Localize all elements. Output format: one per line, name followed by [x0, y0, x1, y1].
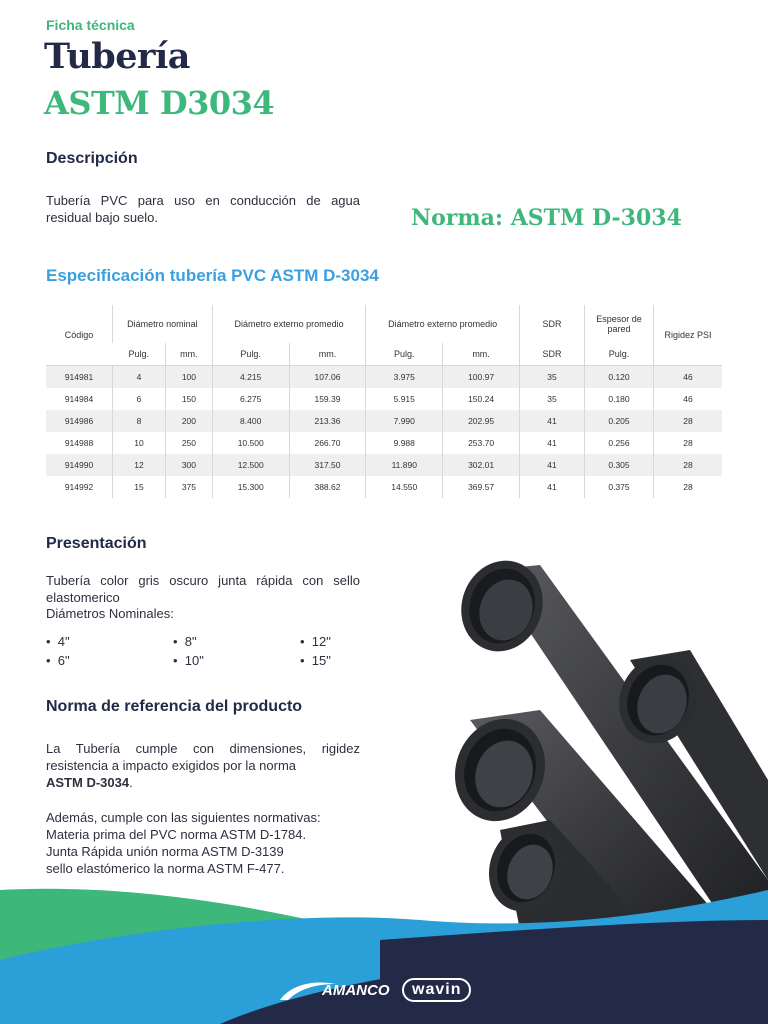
diametros-list	[46, 634, 366, 674]
col-sdr: SDR	[520, 305, 585, 343]
table-cell: 28	[654, 454, 723, 476]
footer-logos	[278, 976, 498, 1006]
page-subtitle: ASTM D3034	[44, 84, 275, 122]
kicker: Ficha técnica	[46, 17, 135, 33]
col-diametro-nominal: Diámetro nominal	[113, 305, 213, 343]
table-cell: 100	[166, 366, 213, 389]
table-cell: 12	[113, 454, 166, 476]
table-cell: 15.300	[212, 476, 289, 498]
col-rigidez: Rigidez PSI	[654, 305, 723, 366]
table-cell: 0.180	[585, 388, 654, 410]
table-cell: 202.95	[443, 410, 520, 432]
table-cell: 914984	[64, 394, 94, 404]
table-cell: 41	[520, 410, 585, 432]
table-cell: 253.70	[443, 432, 520, 454]
table-cell: 213.36	[289, 410, 366, 432]
table-cell: 100.97	[443, 366, 520, 389]
col-diametro-externo-2: Diámetro externo promedio	[366, 305, 520, 343]
table-cell: 914986	[46, 410, 113, 432]
table-cell: 35	[520, 366, 585, 389]
table-cell: 375	[166, 476, 213, 498]
wavin-logo: wavin	[402, 978, 471, 1002]
table-cell: 0.305	[585, 454, 654, 476]
table-row	[46, 388, 722, 410]
table-cell: 28	[654, 410, 723, 432]
subcol-sdr: SDR	[520, 343, 585, 366]
table-cell: 107.06	[289, 366, 366, 389]
subcol-mm: mm.	[289, 343, 366, 366]
table-cell: 159.39	[289, 388, 366, 410]
table-cell: 914988	[64, 438, 94, 448]
table-cell: 8	[113, 410, 166, 432]
table-cell: 266.70	[289, 432, 366, 454]
table-cell: 35	[520, 388, 585, 410]
table-cell: 9.988	[366, 432, 443, 454]
table-cell: 3.975	[366, 366, 443, 389]
col-codigo: Código	[64, 330, 94, 340]
table-row	[46, 432, 722, 454]
list-item: • 15"	[300, 653, 331, 668]
table-row	[46, 366, 722, 389]
table-cell: 0.205	[585, 410, 654, 432]
table-cell: 0.256	[585, 432, 654, 454]
table-cell: 41	[520, 476, 585, 498]
norma-ref-text: La Tubería cumple con dimensiones, rigidez resistencia a impacto exigidos por la norma ASTM D-3034.	[46, 741, 360, 790]
list-item: • 4"	[46, 634, 70, 649]
list-item: • 10"	[173, 653, 204, 668]
table-cell: 317.50	[289, 454, 366, 476]
table-cell: 6.275	[212, 388, 289, 410]
table-cell: 15	[113, 476, 166, 498]
list-item: • 6"	[46, 653, 70, 668]
diametros-label: Diámetros Nominales:	[46, 606, 174, 621]
table-cell: 12.500	[212, 454, 289, 476]
norma-value: ASTM D-3034	[510, 205, 682, 231]
col-espesor: Espesor de pared	[585, 305, 654, 343]
norma-banner	[411, 205, 682, 231]
norma-ref-heading: Norma de referencia del producto	[46, 698, 303, 715]
col-diametro-externo: Diámetro externo promedio	[212, 305, 366, 343]
table-cell: 5.915	[366, 388, 443, 410]
subcol-mm: mm.	[443, 343, 520, 366]
table-row	[46, 476, 722, 498]
list-item: • 8"	[173, 634, 197, 649]
normativas-block: Además, cumple con las siguientes normativas: Materia prima del PVC norma ASTM D-1784. Junta Rápida unión norma ASTM D-3139 sello elastómerico la norma ASTM F-477.	[46, 810, 321, 876]
table-cell: 300	[166, 454, 213, 476]
table-cell: 10	[113, 432, 166, 454]
norma-ref-bold: ASTM D-3034	[46, 775, 130, 790]
table-cell: 6	[113, 388, 166, 410]
norma-label: Norma:	[411, 205, 504, 231]
table-cell: 914990	[46, 454, 113, 476]
table-cell: 46	[654, 366, 723, 389]
list-item: • 12"	[300, 634, 331, 649]
spec-table	[46, 305, 722, 498]
table-cell: 0.120	[585, 366, 654, 389]
table-cell: 14.550	[366, 476, 443, 498]
table-cell: 7.990	[366, 410, 443, 432]
subcol-pulg: Pulg.	[585, 343, 654, 366]
table-cell: 41	[520, 454, 585, 476]
presentacion-text: Tubería color gris oscuro junta rápida con sello elastomerico	[46, 573, 360, 605]
descripcion-text: Tubería PVC para uso en conducción de agua residual bajo suelo.	[46, 193, 360, 225]
table-cell: 4	[113, 366, 166, 389]
table-cell: 0.375	[585, 476, 654, 498]
table-cell: 28	[654, 432, 723, 454]
presentacion-heading: Presentación	[46, 535, 147, 552]
table-cell: 10.500	[212, 432, 289, 454]
table-cell: 302.01	[443, 454, 520, 476]
table-cell: 200	[166, 410, 213, 432]
table-cell: 150.24	[443, 388, 520, 410]
descripcion-heading: Descripción	[46, 150, 138, 167]
table-cell: 250	[166, 432, 213, 454]
subcol-mm: mm.	[166, 343, 213, 366]
page-title: Tubería	[44, 36, 190, 77]
amanco-logo: AMANCO	[322, 982, 390, 999]
table-cell: 914992	[64, 482, 94, 492]
table-cell: 914981	[46, 366, 113, 389]
table-cell: 369.57	[443, 476, 520, 498]
table-row	[46, 454, 722, 476]
table-cell: 46	[654, 388, 723, 410]
table-cell: 8.400	[212, 410, 289, 432]
table-row	[46, 410, 722, 432]
table-cell: 150	[166, 388, 213, 410]
table-cell: 388.62	[289, 476, 366, 498]
table-cell: 41	[520, 432, 585, 454]
table-cell: 28	[654, 476, 723, 498]
subcol-pulg: Pulg.	[212, 343, 289, 366]
spec-heading: Especificación tubería PVC ASTM D-3034	[46, 266, 379, 285]
subcol-pulg: Pulg.	[366, 343, 443, 366]
table-cell: 11.890	[366, 454, 443, 476]
subcol-pulg: Pulg.	[128, 349, 150, 359]
table-cell: 4.215	[212, 366, 289, 389]
